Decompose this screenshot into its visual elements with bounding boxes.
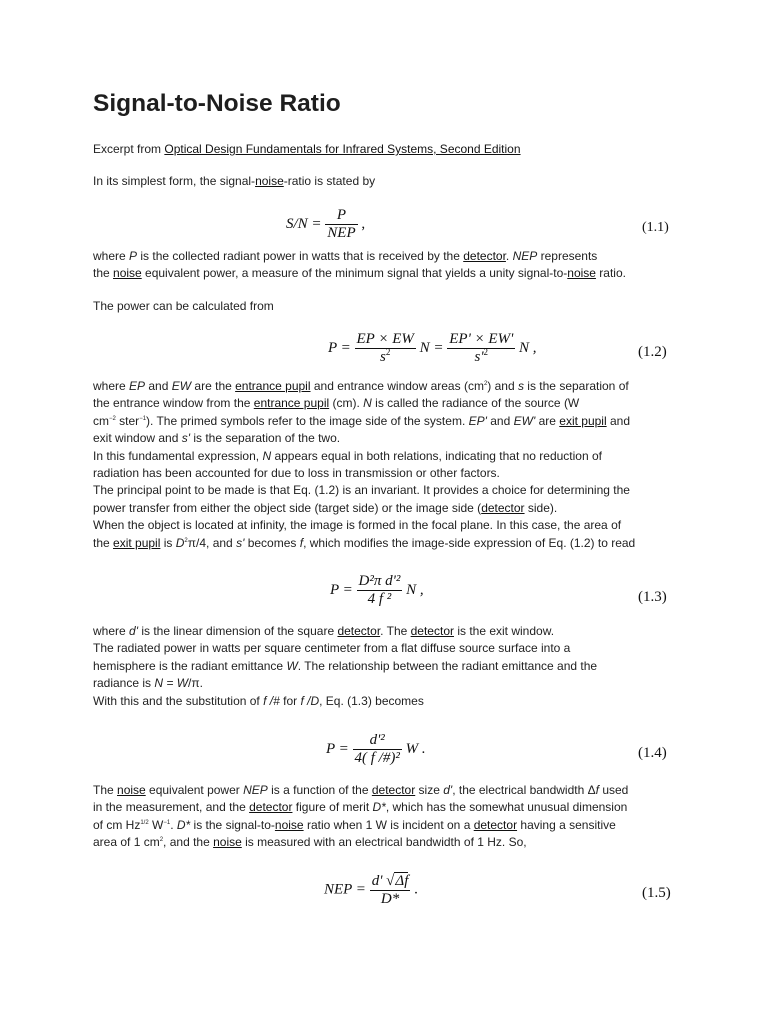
excerpt-line: Excerpt from Optical Design Fundamentals for Infrared Systems, Second Edition xyxy=(93,142,521,156)
fraction: $\frac{P}{\text{NEP}}$ xyxy=(327,207,356,241)
paragraph-4: The noise equivalent power NEP is a function of the detector size d', the electrical bandwidth Δf used in the measurement, and the detector figure of merit D*, which has the somewhat unusual dimension of cm $Hz^{1/2}$ $W^{-1}$. D* is the signal-to-noise ratio when 1 W is incident on a detector having a sensitive area of 1 $cm^2$, and the noise is measured with an electrical bandwidth of 1 Hz. So, xyxy=(93,783,629,850)
equation-number-1-2: (1.2) xyxy=(638,344,667,360)
book-link[interactable]: Optical Design Fundamentals for Infrared Systems, Second Edition xyxy=(164,142,521,156)
noise-link[interactable]: noise xyxy=(567,266,596,281)
equation-number-1-4: (1.4) xyxy=(638,745,667,761)
equation-number-1-5: (1.5) xyxy=(642,885,671,901)
detector-link[interactable]: detector xyxy=(481,500,525,515)
detector-link[interactable]: detector xyxy=(371,783,416,797)
detector-link[interactable]: detector xyxy=(463,249,506,263)
noise-link[interactable]: noise xyxy=(274,817,304,832)
detector-link[interactable]: detector xyxy=(337,624,381,638)
entrance-pupil-link[interactable]: entrance pupil xyxy=(253,396,330,411)
equation-1-5: NEP = $\frac{d' √\Delta f}{D*}$ . xyxy=(324,873,418,907)
power-intro: The power can be calculated from xyxy=(93,299,274,313)
noise-link[interactable]: noise xyxy=(213,835,242,850)
equation-1-4: P = $\frac{\text{d'²}}{\text{4( f /\#)²}}$ W . xyxy=(326,732,426,766)
paragraph-2: where EP and EW are the entrance pupil and entrance window areas $(cm^2)$ and s is the separation of the entrance window from the entrance pupil (cm). N is called the radiance of the source (W $cm^{-2}$ ster$^{-1}$). The primed symbols refer to the image side of the system. EP' and EW' are exit pupil and exit window and s' is the separation of the two. In this fundamental expression, N appears equal in both relations, indicating that no reduction of radiation has been accounted for due to loss in transmission or other factors. The principal point to be made is that Eq. (1.2) is an invariant. It provides a choice for determining the power transfer from either the object side (target side) or the image side (detector side). When the object is located at infinity, the image is formed in the focal plane. In this case, the area of the exit pupil is $D^2\pi/4$, and s' becomes f, which modifies the image-side expression of Eq. (1.2) to read xyxy=(93,379,636,550)
equation-number-1-3: (1.3) xyxy=(638,589,667,605)
paragraph-3: where d' is the linear dimension of the square detector. The detector is the exit window. The radiated power in watts per square centimeter from a flat diffuse source surface into a hemisphere is the radiant emittance W. The relationship between the radiant emittance and the radiance is N = W/π. With this and the substitution of f /# for f /D, Eq. (1.3) becomes xyxy=(93,624,598,708)
fraction: $\frac{EP' \times EW'}{s'^2}$ xyxy=(449,331,514,365)
exit-pupil-link[interactable]: exit pupil xyxy=(559,413,607,428)
entrance-pupil-link[interactable]: entrance pupil xyxy=(235,379,311,393)
noise-link[interactable]: noise xyxy=(255,174,284,188)
detector-link[interactable]: detector xyxy=(473,817,518,832)
intro-paragraph: In its simplest form, the signal-noise-ratio is stated by xyxy=(93,174,376,188)
noise-link[interactable]: noise xyxy=(117,783,146,797)
equation-1-3: P = $\frac{\text{D²π d'²}}{\text{4 f ²}}$ N , xyxy=(330,573,424,607)
detector-link[interactable]: detector xyxy=(249,800,293,815)
fraction: $\frac{d' √\Delta f}{D*}$ xyxy=(371,873,409,907)
fraction: $\frac{EP \times EW}{s^2}$ xyxy=(356,331,414,365)
paragraph-1: where P is the collected radiant power in watts that is received by the detector. NEP represents the noise equivalent power, a measure of the minimum signal that yields a unity signal-to-noise ratio. xyxy=(93,249,626,281)
equation-1-1: S/N = $\frac{P}{\text{NEP}}$ , xyxy=(286,207,366,241)
equation-1-2: P = $\frac{EP \times EW}{s^2}$ N = $\frac{EP' \times EW'}{s'^2}$ N , xyxy=(328,331,537,365)
detector-link[interactable]: detector xyxy=(410,624,454,638)
fraction: $\frac{\text{d'²}}{\text{4( f /\#)²}}$ xyxy=(354,732,400,766)
exit-pupil-link[interactable]: exit pupil xyxy=(113,535,161,550)
noise-link[interactable]: noise xyxy=(113,266,142,281)
equation-number-1-1: (1.1) xyxy=(642,220,669,235)
fraction: $\frac{\text{D²π d'²}}{\text{4 f ²}}$ xyxy=(358,573,401,607)
page-title: Signal-to-Noise Ratio xyxy=(93,90,341,117)
